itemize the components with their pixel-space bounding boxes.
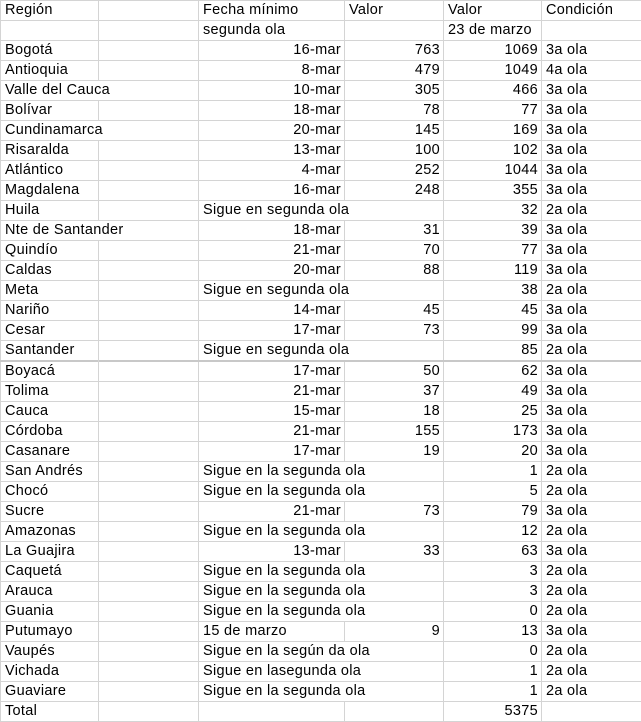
region-cell[interactable]: Santander [1, 341, 199, 362]
fecha-cell[interactable]: Sigue en la segunda ola [199, 462, 444, 482]
valor-cell[interactable]: 763 [345, 41, 444, 61]
valor-cell[interactable]: 305 [345, 81, 444, 101]
table-row [1, 101, 641, 121]
condicion-cell[interactable]: 3a ola [542, 402, 641, 422]
region-cell[interactable]: Magdalena [1, 181, 199, 201]
condicion-cell[interactable]: 3a ola [542, 221, 641, 241]
header-valor-23[interactable]: Valor [444, 1, 542, 21]
gridline [98, 662, 99, 682]
fecha-cell[interactable]: 13-mar [199, 542, 345, 562]
fecha-cell[interactable]: 15-mar [199, 402, 345, 422]
gridline [98, 261, 99, 281]
valor-23-marzo-cell[interactable]: 0 [444, 602, 542, 622]
valor-cell[interactable]: 70 [345, 241, 444, 261]
gridline [98, 41, 99, 61]
fecha-cell[interactable]: Sigue en segunda ola [199, 341, 444, 362]
gridline [98, 502, 99, 522]
table-row [1, 161, 641, 181]
condicion-cell[interactable]: 2a ola [542, 682, 641, 702]
fecha-cell[interactable]: 16-mar [199, 181, 345, 201]
valor-23-marzo-cell[interactable]: 169 [444, 121, 542, 141]
table-row [1, 141, 641, 161]
fecha-cell[interactable]: 17-mar [199, 442, 345, 462]
region-cell[interactable]: Guania [1, 602, 199, 622]
fecha-cell[interactable]: 10-mar [199, 81, 345, 101]
valor-cell[interactable]: 78 [345, 101, 444, 121]
condicion-cell[interactable]: 3a ola [542, 261, 641, 281]
condicion-cell[interactable]: 3a ola [542, 241, 641, 261]
gridline [98, 562, 99, 582]
condicion-cell[interactable]: 3a ola [542, 382, 641, 402]
table-row [1, 81, 641, 101]
valor-23-marzo-cell[interactable]: 63 [444, 542, 542, 562]
condicion-cell[interactable]: 3a ola [542, 301, 641, 321]
table-row [1, 201, 641, 221]
condicion-cell[interactable]: 3a ola [542, 141, 641, 161]
condicion-cell[interactable]: 3a ola [542, 502, 641, 522]
valor-23-marzo-cell[interactable]: 79 [444, 502, 542, 522]
header-fecha[interactable]: Fecha mínimo [199, 1, 345, 21]
gridline [98, 602, 99, 622]
region-cell[interactable]: San Andrés [1, 462, 199, 482]
valor-23-marzo-cell[interactable]: 77 [444, 241, 542, 261]
header2-b[interactable] [99, 21, 199, 41]
region-cell[interactable]: Cauca [1, 402, 199, 422]
condicion-cell[interactable]: 2a ola [542, 562, 641, 582]
table-row [1, 261, 641, 281]
fecha-cell[interactable]: Sigue en segunda ola [199, 201, 444, 221]
valor-23-marzo-cell[interactable]: 32 [444, 201, 542, 221]
valor-cell[interactable]: 33 [345, 542, 444, 562]
valor-23-marzo-cell[interactable]: 39 [444, 221, 542, 241]
condicion-cell[interactable]: 2a ola [542, 602, 641, 622]
condicion-cell[interactable]: 2a ola [542, 642, 641, 662]
table-row [1, 542, 641, 562]
fecha-cell[interactable]: 17-mar [199, 321, 345, 341]
valor-cell[interactable]: 88 [345, 261, 444, 281]
header-row-2 [1, 21, 641, 41]
table-row [1, 321, 641, 341]
condicion-cell[interactable]: 2a ola [542, 662, 641, 682]
region-cell[interactable]: Risaralda [1, 141, 199, 161]
gridline [98, 341, 99, 362]
valor-23-marzo-cell[interactable]: 0 [444, 642, 542, 662]
gridline [98, 682, 99, 702]
gridline [98, 181, 99, 201]
region-cell[interactable]: Caquetá [1, 562, 199, 582]
table-row [1, 61, 641, 81]
gridline [98, 542, 99, 562]
header2-condicion-sub[interactable] [542, 21, 641, 41]
valor-23-marzo-cell[interactable]: 173 [444, 422, 542, 442]
valor-23-marzo-cell[interactable]: 12 [444, 522, 542, 542]
gridline [98, 301, 99, 321]
fecha-cell[interactable]: 20-mar [199, 261, 345, 281]
region-cell[interactable]: Bogotá [1, 41, 199, 61]
valor-23-marzo-cell[interactable]: 45 [444, 301, 542, 321]
condicion-cell[interactable]: 3a ola [542, 622, 641, 642]
fecha-cell[interactable]: Sigue en la segunda ola [199, 522, 444, 542]
table-row [1, 622, 641, 642]
region-cell[interactable]: Arauca [1, 582, 199, 602]
table-row [1, 662, 641, 682]
header-empty-b[interactable] [99, 1, 199, 21]
table-row [1, 562, 641, 582]
gridline [98, 161, 99, 181]
valor-cell[interactable]: 100 [345, 141, 444, 161]
gridline [98, 141, 99, 161]
table-row [1, 221, 641, 241]
fecha-cell[interactable]: Sigue en la segunda ola [199, 602, 444, 622]
region-cell[interactable]: Caldas [1, 261, 199, 281]
table-row [1, 361, 641, 382]
gridline [98, 442, 99, 462]
valor-cell[interactable]: 145 [345, 121, 444, 141]
table-row [1, 121, 641, 141]
gridline [98, 422, 99, 442]
fecha-cell[interactable]: 21-mar [199, 241, 345, 261]
fecha-cell[interactable]: Sigue en la segunda ola [199, 562, 444, 582]
condicion-cell[interactable]: 3a ola [542, 41, 641, 61]
fecha-cell[interactable]: Sigue en la segunda ola [199, 582, 444, 602]
region-cell[interactable]: Cesar [1, 321, 199, 341]
gridline [98, 321, 99, 341]
fecha-cell[interactable]: 17-mar [199, 361, 345, 382]
valor-23-marzo-cell[interactable]: 85 [444, 341, 542, 362]
region-cell[interactable]: Sucre [1, 502, 199, 522]
table-row [1, 41, 641, 61]
region-cell[interactable]: Casanare [1, 442, 199, 462]
region-cell[interactable]: Putumayo [1, 622, 199, 642]
valor-23-marzo-cell[interactable]: 99 [444, 321, 542, 341]
header-row-1 [1, 1, 641, 21]
condicion-cell[interactable]: 2a ola [542, 462, 641, 482]
condicion-cell[interactable]: 2a ola [542, 201, 641, 221]
fecha-cell[interactable]: 16-mar [199, 41, 345, 61]
total-row [1, 702, 641, 722]
valor-cell[interactable]: 73 [345, 321, 444, 341]
fecha-cell[interactable]: Sigue en segunda ola [199, 281, 444, 301]
gridline [98, 101, 99, 121]
gridline [98, 582, 99, 602]
table-row [1, 522, 641, 542]
table-row [1, 602, 641, 622]
condicion-cell[interactable]: 2a ola [542, 281, 641, 301]
region-cell[interactable]: Nariño [1, 301, 199, 321]
region-cell[interactable]: Atlántico [1, 161, 199, 181]
valor-cell[interactable]: 248 [345, 181, 444, 201]
gridline [98, 402, 99, 422]
table-row [1, 402, 641, 422]
region-cell[interactable]: Guaviare [1, 682, 199, 702]
fecha-cell[interactable]: 13-mar [199, 141, 345, 161]
valor-23-marzo-cell[interactable]: 355 [444, 181, 542, 201]
total-empty-b[interactable] [99, 702, 199, 722]
table-row [1, 482, 641, 502]
condicion-cell[interactable]: 2a ola [542, 582, 641, 602]
condicion-cell[interactable]: 2a ola [542, 522, 641, 542]
condicion-cell[interactable]: 4a ola [542, 61, 641, 81]
fecha-cell[interactable]: Sigue en la según da ola [199, 642, 444, 662]
valor-23-marzo-cell[interactable]: 1 [444, 462, 542, 482]
condicion-cell[interactable]: 3a ola [542, 161, 641, 181]
region-cell[interactable]: Tolima [1, 382, 199, 402]
valor-cell[interactable]: 252 [345, 161, 444, 181]
total-label[interactable]: Total [1, 702, 99, 722]
table-row [1, 642, 641, 662]
valor-23-marzo-cell[interactable]: 77 [444, 101, 542, 121]
region-cell[interactable]: Meta [1, 281, 199, 301]
valor-cell[interactable]: 18 [345, 402, 444, 422]
fecha-cell[interactable]: 8-mar [199, 61, 345, 81]
region-cell[interactable]: Antioquia [1, 61, 199, 81]
valor-cell[interactable]: 50 [345, 361, 444, 382]
table-row [1, 502, 641, 522]
header2-a[interactable] [1, 21, 99, 41]
valor-23-marzo-cell[interactable]: 1049 [444, 61, 542, 81]
valor-cell[interactable]: 479 [345, 61, 444, 81]
total-empty-f[interactable] [542, 702, 641, 722]
region-cell[interactable]: Valle del Cauca [1, 81, 199, 101]
valor-23-marzo-cell[interactable]: 119 [444, 261, 542, 281]
valor-23-marzo-cell[interactable]: 1 [444, 682, 542, 702]
condicion-cell[interactable]: 3a ola [542, 121, 641, 141]
condicion-cell[interactable]: 3a ola [542, 542, 641, 562]
gridline [98, 61, 99, 81]
valor-23-marzo-cell[interactable]: 20 [444, 442, 542, 462]
table-row [1, 382, 641, 402]
table-row [1, 682, 641, 702]
fecha-cell[interactable]: 21-mar [199, 422, 345, 442]
valor-23-marzo-cell[interactable]: 3 [444, 582, 542, 602]
total-empty-c[interactable] [199, 702, 345, 722]
region-cell[interactable]: Vichada [1, 662, 199, 682]
condicion-cell[interactable]: 3a ola [542, 321, 641, 341]
region-cell[interactable]: La Guajira [1, 542, 199, 562]
gridline [98, 361, 99, 382]
gridline [98, 622, 99, 642]
fecha-cell[interactable]: 4-mar [199, 161, 345, 181]
table-row [1, 422, 641, 442]
header2-valor-sub[interactable] [345, 21, 444, 41]
table-row [1, 301, 641, 321]
valor-23-marzo-cell[interactable]: 1044 [444, 161, 542, 181]
region-cell[interactable]: Bolívar [1, 101, 199, 121]
valor-23-marzo-cell[interactable]: 1069 [444, 41, 542, 61]
valor-cell[interactable]: 45 [345, 301, 444, 321]
region-cell[interactable]: Boyacá [1, 361, 199, 382]
fecha-cell[interactable]: Sigue en la segunda ola [199, 482, 444, 502]
region-cell[interactable]: Huila [1, 201, 199, 221]
condicion-cell[interactable]: 3a ola [542, 181, 641, 201]
valor-cell[interactable]: 155 [345, 422, 444, 442]
valor-cell[interactable]: 73 [345, 502, 444, 522]
condicion-cell[interactable]: 3a ola [542, 101, 641, 121]
region-cell[interactable]: Amazonas [1, 522, 199, 542]
fecha-cell[interactable]: Sigue en lasegunda ola [199, 662, 444, 682]
fecha-cell[interactable]: 18-mar [199, 221, 345, 241]
valor-23-marzo-cell[interactable]: 13 [444, 622, 542, 642]
gridline [98, 382, 99, 402]
region-cell[interactable]: Cundinamarca [1, 121, 199, 141]
gridline [98, 241, 99, 261]
valor-23-marzo-cell[interactable]: 5 [444, 482, 542, 502]
region-cell[interactable]: Córdoba [1, 422, 199, 442]
fecha-cell[interactable]: Sigue en la segunda ola [199, 682, 444, 702]
header2-valor23-sub[interactable]: 23 de marzo [444, 21, 542, 41]
header-valor[interactable]: Valor [345, 1, 444, 21]
table-row [1, 241, 641, 261]
valor-cell[interactable]: 9 [345, 622, 444, 642]
valor-23-marzo-cell[interactable]: 3 [444, 562, 542, 582]
region-cell[interactable]: Quindío [1, 241, 199, 261]
gridline [98, 281, 99, 301]
valor-23-marzo-cell[interactable]: 102 [444, 141, 542, 161]
valor-cell[interactable]: 31 [345, 221, 444, 241]
fecha-cell[interactable]: 15 de marzo [199, 622, 345, 642]
condicion-cell[interactable]: 2a ola [542, 341, 641, 362]
table-row [1, 462, 641, 482]
valor-23-marzo-cell[interactable]: 25 [444, 402, 542, 422]
condicion-cell[interactable]: 3a ola [542, 442, 641, 462]
table-row [1, 281, 641, 301]
header-region[interactable]: Región [1, 1, 99, 21]
header2-fecha-sub[interactable]: segunda ola [199, 21, 345, 41]
valor-23-marzo-cell[interactable]: 38 [444, 281, 542, 301]
table-row [1, 181, 641, 201]
condicion-cell[interactable]: 2a ola [542, 482, 641, 502]
condicion-cell[interactable]: 3a ola [542, 422, 641, 442]
table-row [1, 582, 641, 602]
fecha-cell[interactable]: 20-mar [199, 121, 345, 141]
fecha-cell[interactable]: 18-mar [199, 101, 345, 121]
gridline [98, 462, 99, 482]
condicion-cell[interactable]: 3a ola [542, 361, 641, 382]
gridline [98, 201, 99, 221]
valor-23-marzo-cell[interactable]: 1 [444, 662, 542, 682]
total-value[interactable]: 5375 [444, 702, 542, 722]
fecha-cell[interactable]: 21-mar [199, 382, 345, 402]
header-condicion[interactable]: Condición [542, 1, 641, 21]
valor-cell[interactable]: 19 [345, 442, 444, 462]
gridline [98, 522, 99, 542]
table-row [1, 341, 641, 362]
region-cell[interactable]: Chocó [1, 482, 199, 502]
valor-23-marzo-cell[interactable]: 49 [444, 382, 542, 402]
table-row [1, 442, 641, 462]
region-cell[interactable]: Vaupés [1, 642, 199, 662]
gridline [98, 642, 99, 662]
total-empty-d[interactable] [345, 702, 444, 722]
valor-23-marzo-cell[interactable]: 466 [444, 81, 542, 101]
valor-23-marzo-cell[interactable]: 62 [444, 361, 542, 382]
fecha-cell[interactable]: 14-mar [199, 301, 345, 321]
valor-cell[interactable]: 37 [345, 382, 444, 402]
gridline [98, 482, 99, 502]
condicion-cell[interactable]: 3a ola [542, 81, 641, 101]
region-cell[interactable]: Nte de Santander [1, 221, 199, 241]
fecha-cell[interactable]: 21-mar [199, 502, 345, 522]
